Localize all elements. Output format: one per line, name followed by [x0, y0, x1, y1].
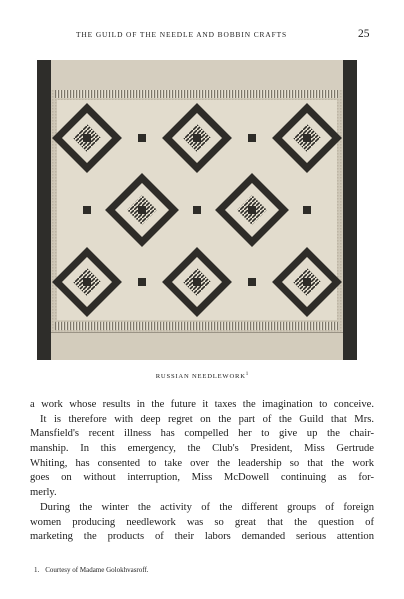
caption-footnote-marker: 1	[245, 372, 249, 377]
page-number: 25	[358, 28, 370, 40]
text-line: It is therefore with deep regret on the part of the Guild that Mrs.	[40, 413, 374, 425]
text-line: During the winter the activity of the different groups of foreign	[40, 501, 374, 513]
footnote-text: Courtesy of Madame Golokhvasroff.	[45, 566, 149, 574]
caption-text: RUSSIAN NEEDLEWORK	[155, 373, 246, 380]
text-line: merly.	[30, 487, 57, 499]
text-line: marketing the products of their labors demanded serious attention	[30, 531, 374, 543]
text-line: women producing needlework was so great that the question of	[30, 516, 374, 528]
body-text	[30, 398, 374, 545]
footnote-number: 1.	[34, 566, 40, 574]
needlework-photograph	[37, 60, 357, 360]
running-head	[0, 30, 404, 44]
text-line: Whiting, has consented to take over the leadership so that the work	[30, 457, 374, 469]
text-line: a work whose results in the future it taxes the imagination to conceive.	[30, 399, 374, 410]
figure-caption	[0, 372, 404, 380]
needlework-illustration	[37, 60, 357, 360]
running-title: THE GUILD OF THE NEEDLE AND BOBBIN CRAFTS	[76, 30, 288, 39]
footnote	[34, 566, 149, 574]
text-line: manship. In this emergency, the Club's President, Miss Gertrude	[30, 443, 374, 455]
text-line: Mansfield's recent illness has compelled her to give up the chair-	[30, 428, 374, 440]
text-line: goes on without interruption, Miss McDowell continuing as for-	[30, 472, 374, 484]
